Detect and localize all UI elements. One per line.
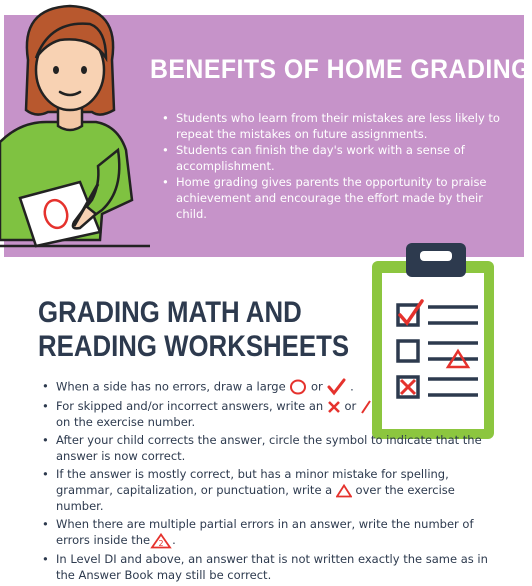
triangle-mark-icon	[336, 484, 352, 498]
instruction-text: or	[311, 379, 323, 394]
instruction-text: When there are multiple partial errors in an answer, write the number of errors inside the	[56, 517, 474, 547]
instruction-text: .	[350, 379, 354, 394]
instruction-text: on the exercise number.	[56, 415, 196, 429]
instruction-item: • After your child corrects the answer, circle the symbol to indicate that the answer is now correct.	[42, 432, 502, 464]
instruction-text: over the exercise number.	[56, 483, 455, 513]
checkmark-icon	[326, 378, 346, 396]
instruction-text: If the answer is mostly correct, but has a minor mistake for spelling, grammar, capitalization, or punctuation, write a	[56, 467, 449, 497]
grading-instructions-list	[42, 378, 502, 585]
slash-mark-icon	[360, 400, 372, 414]
girl-grading-illustration	[0, 0, 160, 258]
banner-title: BENEFITS OF HOME GRADING	[150, 54, 531, 84]
triangle-number: 2	[158, 538, 164, 548]
instruction-text: or	[344, 399, 357, 413]
numbered-triangle-icon	[150, 533, 172, 549]
instruction-text: For skipped and/or incorrect answers, write an	[56, 399, 324, 413]
x-mark-icon	[327, 400, 341, 414]
instruction-text: .	[172, 533, 176, 547]
circle-mark-icon	[289, 379, 307, 395]
section-title	[38, 296, 349, 364]
benefit-item: • Students who learn from their mistakes are less likely to repeat the mistakes on future assignments.	[162, 110, 512, 142]
instruction-item: • In Level DI and above, an answer that is not written exactly the same as in the Answer Book may still be correct.	[42, 551, 502, 583]
instruction-item	[42, 398, 502, 430]
benefits-list	[162, 110, 512, 222]
section-title-line: READING WORKSHEETS	[38, 330, 350, 363]
benefit-item: • Students can finish the day's work with a sense of accomplishment.	[162, 142, 512, 174]
instruction-item	[42, 466, 502, 514]
instruction-item	[42, 378, 502, 396]
benefit-item: • Home grading gives parents the opportunity to praise achievement and encourage the effort made by their child.	[162, 174, 512, 222]
section-title-line: GRADING MATH AND	[38, 296, 302, 329]
instruction-text: When a side has no errors, draw a large	[56, 379, 286, 394]
instruction-item	[42, 516, 502, 549]
